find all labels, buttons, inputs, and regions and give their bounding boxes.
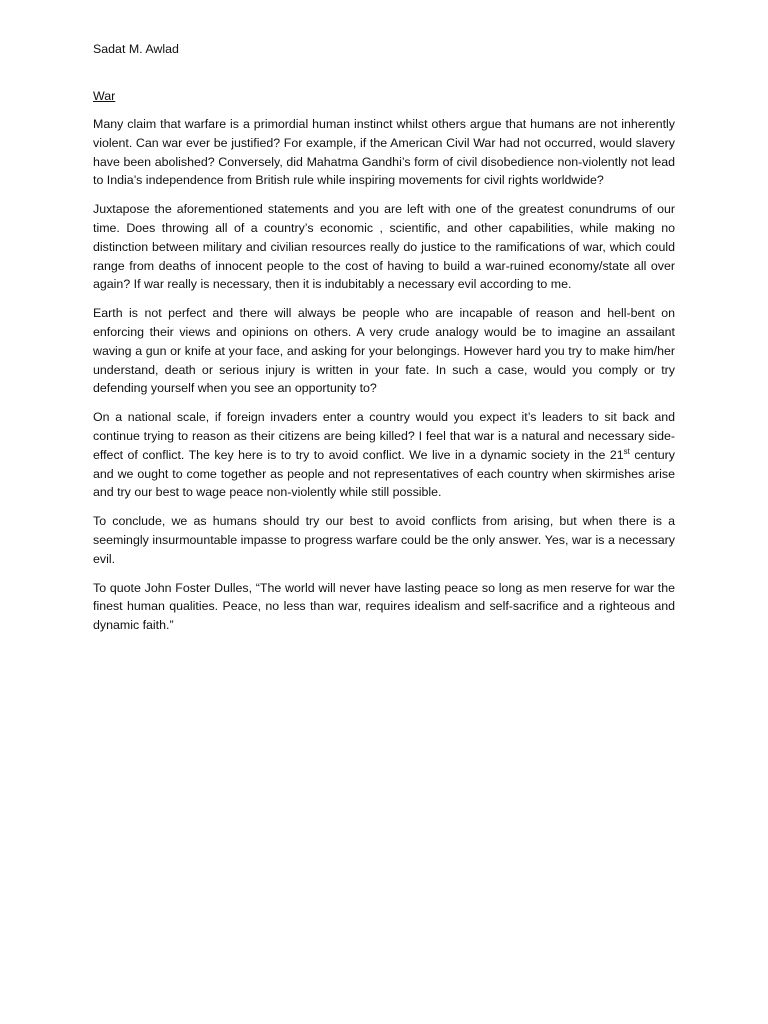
ordinal-superscript: st [623, 446, 630, 456]
document-page [93, 40, 675, 645]
paragraph-2: Juxtapose the aforementioned statements and you are left with one of the greatest conundrums of our time. Does throwing all of a country’s economic , scientific, and other capabilities, while making no distinction between military and civilian resources really do justice to the ramifications of war, which could range from deaths of innocent people to the cost of having to build a war-ruined economy/state all over again? If war really is necessary, then it is indubitably a necessary evil according to me. [93, 202, 675, 292]
paragraph-4-text-start: On a national scale, if foreign invaders enter a country would you expect it’s leaders to sit back and continue trying to reason as their citizens are being killed? I feel that war is a natural and necessary side-effect of conflict. The key here is to try to avoid conflict. We live in a dynamic society in the 21 [93, 410, 675, 462]
paragraph-4-text-end: century and we ought to come together as people and not representatives of each country when skirmishes arise and try our best to wage peace non-violently while still possible. [93, 447, 675, 500]
paragraph-5: To conclude, we as humans should try our best to avoid conflicts from arising, but when there is a seemingly insurmountable impasse to progress warfare could be the only answer. Yes, war is a necessary evil. [93, 514, 675, 566]
paragraph-6-quote: To quote John Foster Dulles, “The world will never have lasting peace so long as men reserve for war the finest human qualities. Peace, no less than war, requires idealism and self-sacrifice and a righteous and dynamic faith.” [93, 580, 675, 633]
paragraph-4 [93, 408, 675, 502]
author-name: Sadat M. Awlad [93, 42, 179, 56]
paragraph-1: Many claim that warfare is a primordial human instinct whilst others argue that humans are not inherently violent. Can war ever be justified? For example, if the American Civil War had not occurred, would slavery have been abolished? Conversely, did Mahatma Gandhi’s form of civil disobedience non-violently not lead to India’s independence from British rule while inspiring movements for civil rights worldwide? [93, 117, 675, 188]
essay-title: War [93, 89, 116, 103]
paragraph-3: Earth is not perfect and there will always be people who are incapable of reason and hell-bent on enforcing their views and opinions on others. A very crude analogy would be to imagine an assailant waving a gun or knife at your face, and asking for your belongings. However hard you try to make him/her understand, death or serious injury is written in your fate. In such a case, would you comply or try defending yourself when you see an opportunity to? [93, 306, 675, 396]
